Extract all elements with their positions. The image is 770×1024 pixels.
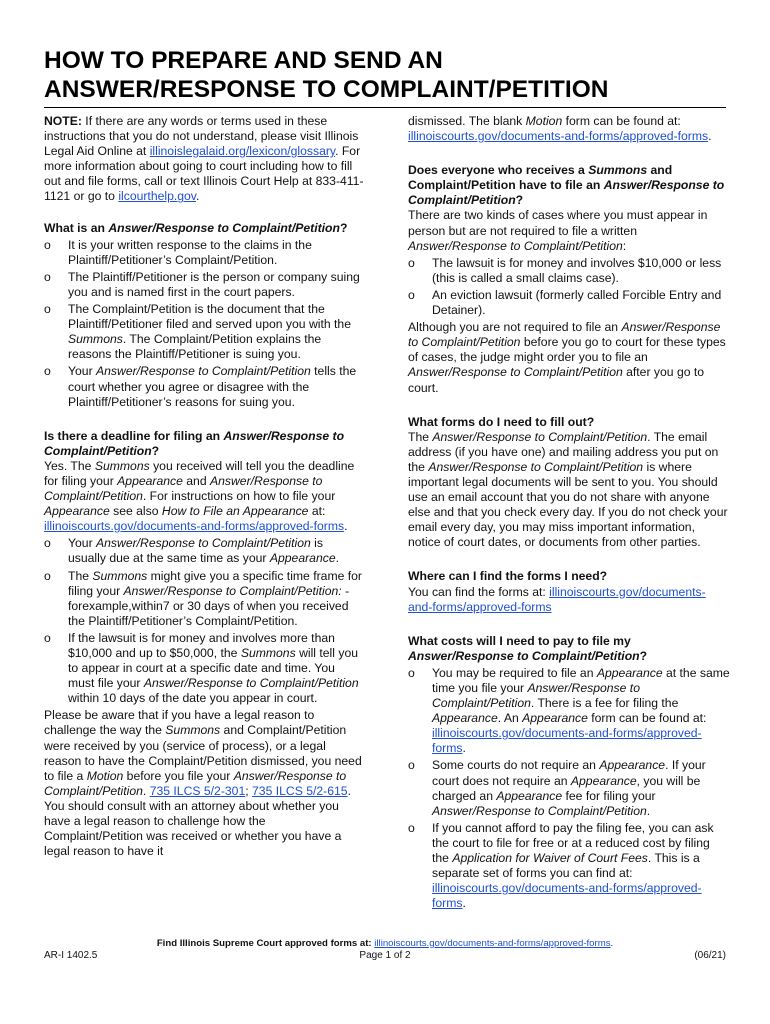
note-paragraph: NOTE: If there are any words or terms used in these instructions that you do not understand, please visit Illinois Legal Aid Online at illinoislegalaid.org/lexicon/glossary. For more information about going to court including how to fill out and file forms, call or text Illinois Court Help at 833-411-1121 or go to ilcourthelp.gov.	[44, 114, 364, 204]
deadline-paragraph: Yes. The Summons you received will tell you the deadline for filing your Appearance and Answer/Response to Complaint/Petition. For instructions on how to file your Appearance see also How to File an Appearance at: illinoiscourts.gov/documents-and-forms/approved-forms.	[44, 458, 355, 534]
heading-deadline: Is there a deadline for filing an Answer/Response to Complaint/Petition?	[44, 428, 345, 458]
forms-paragraph: The Answer/Response to Complaint/Petition. The email address (if you have one) and mailing address you put on the Answer/Response to Complaint/Petition is where important legal documents will be sent to you. You should use an email account that you do not share with anyone else and that you check every day. If you do not check your email every day, you may miss important information, notice of court dates, or documents from other parties.	[408, 429, 728, 550]
revision-date: (06/21)	[694, 950, 726, 961]
list-item: o The Summons might give you a specific time frame for filing your Answer/Response to Complaint/Petition: -forexample,within7 or 30 days of when you received the Plaintiff/Petitioner’s Complaint/Petition.	[44, 569, 364, 629]
heading-what-is-answer: What is an Answer/Response to Complaint/Petition?	[44, 220, 348, 235]
list-item: o Some courts do not require an Appearance. If your court does not require an Appearance, you will be charged an Appearance fee for filing your Answer/Response to Complaint/Petition.	[408, 758, 730, 818]
challenge-paragraph: Please be aware that if you have a legal reason to challenge the way the Summons and Complaint/Petition were received by you (service of process), or a legal reason to have the Complaint/Petition dismissed, you need to file a Motion before you file your Answer/Response to Complaint/Petition. 735 ILCS 5/2-301; 735 ILCS 5/2-615. You should consult with an attorney about whether you have a legal reason to challenge how the Complaint/Petition was received or whether you have a legal reason to have it	[44, 708, 362, 859]
heading-where-forms: Where can I find the forms I need?	[408, 569, 608, 584]
everyone-paragraph: There are two kinds of cases where you must appear in person but are not required to file a written Answer/Response to Complaint/Petition:	[408, 208, 708, 253]
right-column	[408, 114, 730, 911]
list-item: o The Complaint/Petition is the document that the Plaintiff/Petitioner filed and served upon you with the Summons. The Complaint/Petition explains the reasons the Plaintiff/Petitioner is suing you.	[44, 302, 364, 362]
list-item: o Your Answer/Response to Complaint/Petition is usually due at the same time as your Appearance.	[44, 536, 364, 566]
statute-link-2-615[interactable]: 735 ILCS 5/2-615	[252, 783, 348, 798]
approved-forms-link[interactable]: illinoiscourts.gov/documents-and-forms/approved-forms	[408, 129, 709, 144]
page-number: Page 1 of 2	[359, 950, 411, 961]
approved-forms-link[interactable]: illinoiscourts.gov/documents-and-forms/approved-forms	[44, 519, 345, 534]
heading-what-forms: What forms do I need to fill out?	[408, 414, 595, 429]
deadline-list	[44, 536, 364, 706]
title-divider	[44, 107, 726, 108]
list-item: o Your Answer/Response to Complaint/Petition tells the court whether you agree or disagree with the Plaintiff/Petitioner’s reasons for suing you.	[44, 364, 364, 409]
list-item: o You may be required to file an Appearance at the same time you file your Answer/Response to Complaint/Petition. There is a fee for filing the Appearance. An Appearance form can be found at: illinoiscourts.gov/documents-and-forms/approved-forms.	[408, 666, 730, 757]
footer-approved-forms-link[interactable]: illinoiscourts.gov/documents-and-forms/approved-forms	[374, 938, 611, 949]
glossary-link[interactable]: illinoislegalaid.org/lexicon/glossary	[149, 144, 336, 159]
title-line-1: HOW TO PREPARE AND SEND AN	[44, 47, 443, 74]
although-paragraph: Although you are not required to file an Answer/Response to Complaint/Petition before you go to court for these types of cases, the judge might order you to file an Answer/Response to Complaint/Petition after you go to court.	[408, 320, 726, 395]
costs-list	[408, 666, 730, 912]
left-column	[44, 114, 364, 859]
footer-find-forms: Find Illinois Supreme Court approved forms at: illinoiscourts.gov/documents-and-forms/approved-forms.	[156, 938, 614, 949]
continued-paragraph: dismissed. The blank Motion form can be found at: illinoiscourts.gov/documents-and-forms/approved-forms.	[408, 114, 712, 144]
list-item: o The lawsuit is for money and involves $10,000 or less (this is called a small claims case).	[408, 256, 730, 286]
approved-forms-link[interactable]: illinoiscourts.gov/documents-and-forms/approved-forms	[432, 881, 702, 911]
title-line-2: ANSWER/RESPONSE TO COMPLAINT/PETITION	[44, 76, 609, 103]
approved-forms-link[interactable]: illinoiscourts.gov/documents-and-forms/approved-forms	[432, 726, 702, 756]
page-title	[44, 46, 734, 104]
list-item: o The Plaintiff/Petitioner is the person or company suing you and is named first in the court papers.	[44, 270, 364, 300]
where-paragraph: You can find the forms at: illinoiscourts.gov/documents-and-forms/approved-forms	[408, 584, 706, 614]
form-code: AR-I 1402.5	[44, 950, 98, 961]
heading-does-everyone: Does everyone who receives a Summons and Complaint/Petition have to file an Answer/Response to Complaint/Petition?	[408, 163, 725, 208]
approved-forms-link[interactable]: illinoiscourts.gov/documents-and-forms/approved-forms	[408, 584, 706, 614]
what-is-list	[44, 238, 364, 410]
list-item: o If you cannot afford to pay the filing fee, you can ask the court to file for free or at a reduced cost by filing the Application for Waiver of Court Fees. This is a separate set of forms you can find at: illinoiscourts.gov/documents-and-forms/approved-forms.	[408, 821, 730, 912]
everyone-list	[408, 256, 730, 318]
heading-costs: What costs will I need to pay to file my Answer/Response to Complaint/Petition?	[408, 633, 648, 663]
list-item: o An eviction lawsuit (formerly called Forcible Entry and Detainer).	[408, 288, 730, 318]
list-item: o If the lawsuit is for money and involves more than $10,000 and up to $50,000, the Summons will tell you to appear in court at a specific date and time. You must file your Answer/Response to Complaint/Petition within 10 days of the date you appear in court.	[44, 631, 364, 706]
ilcourthelp-link[interactable]: ilcourthelp.gov	[118, 189, 196, 204]
list-item: o It is your written response to the claims in the Plaintiff/Petitioner’s Complaint/Petition.	[44, 238, 364, 268]
statute-link-2-301[interactable]: 735 ILCS 5/2-301	[149, 783, 246, 798]
note-label: NOTE:	[44, 114, 82, 128]
